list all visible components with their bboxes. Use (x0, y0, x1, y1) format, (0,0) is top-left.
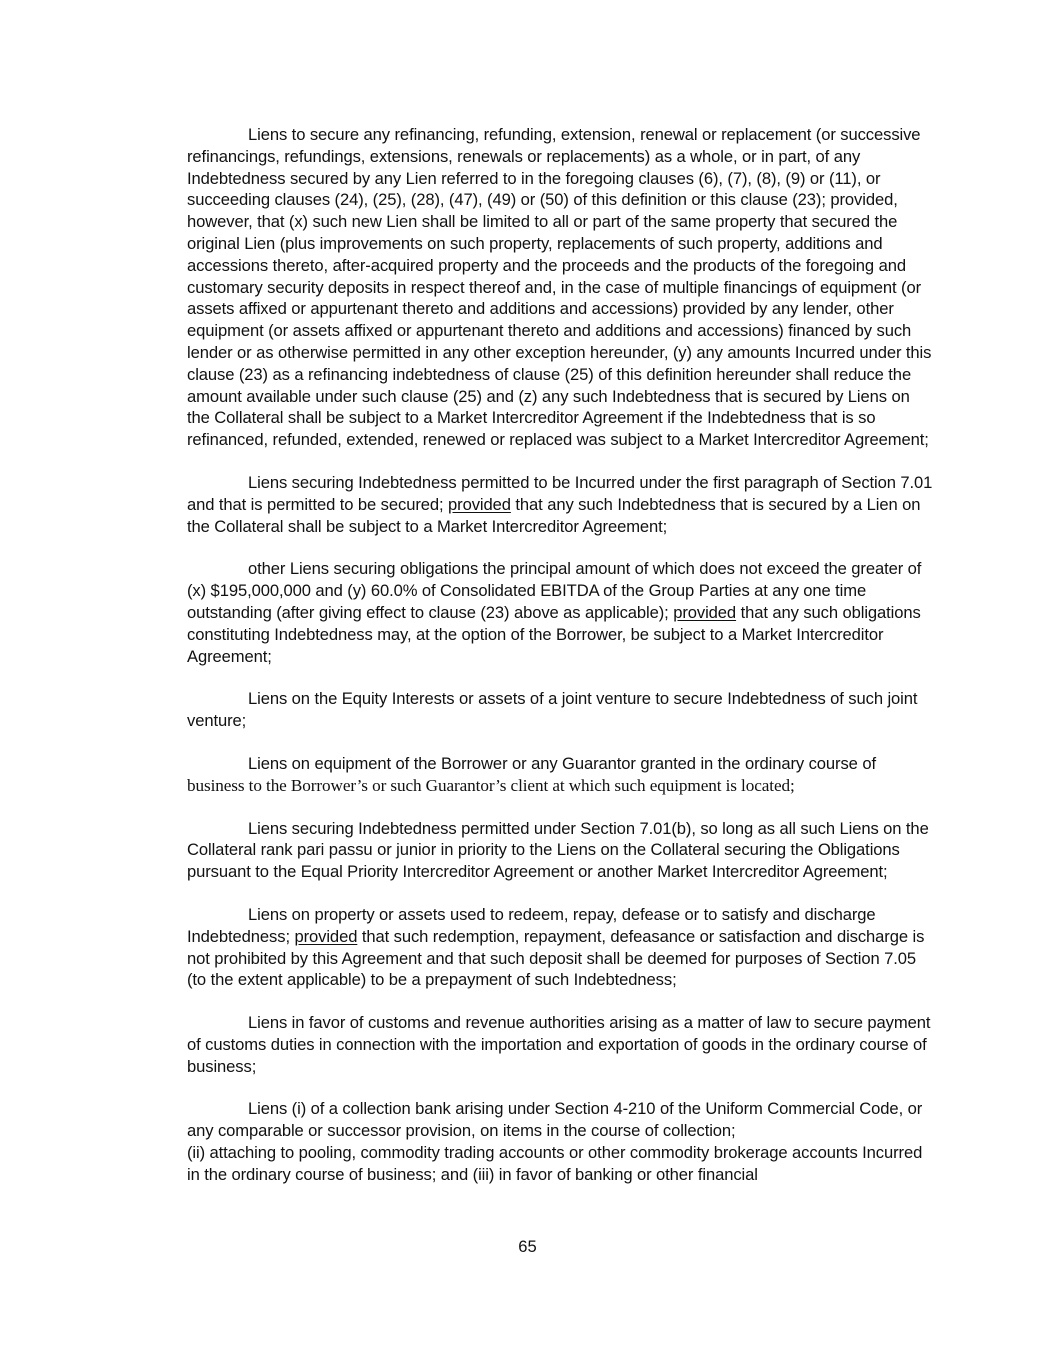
page-body (187, 124, 933, 1207)
paragraph-text: other Liens securing obligations the principal amount of which does not exceed the greater of (x) $195,000,000 and (y) 60.0% of Consolidated EBITDA of the Group Parties at any one time outstanding (after giving effect to clause (23) above as applicable); (187, 559, 922, 622)
page-number: 65 (518, 1237, 537, 1256)
paragraph-text: Liens on property or assets used to redeem, repay, defease or to satisfy and discharge Indebtedness; (187, 904, 876, 946)
paragraph-liens-first-paragraph-7-01 (187, 472, 933, 537)
paragraph-text: that any such obligations constituting Indebtedness may, at the option of the Borrower, be subject to a Market Intercreditor Agreement; (187, 602, 921, 666)
paragraph-text-continued: (ii) attaching to pooling, commodity trading accounts or other commodity brokerage accounts Incurred in the ordinary course of business; and (iii) in favor of banking or other financial (187, 1143, 923, 1184)
paragraph-other-liens (187, 558, 933, 667)
paragraph-customs: Liens in favor of customs and revenue authorities arising as a matter of law to secure payment of customs duties in connection with the importation and exportation of goods in the ordinary course of business; (187, 1013, 931, 1076)
provided-underlined: provided (448, 494, 511, 514)
provided-underlined: provided (294, 926, 358, 946)
paragraph-text: that such redemption, repayment, defeasance or satisfaction and discharge is not prohibited by this Agreement and that such deposit shall be deemed for purposes of Section 7.05 (to the extent applicable) to be a prepayment of such Indebtedness; (187, 926, 925, 990)
paragraph-text: Liens on equipment of the Borrower or any Guarantor granted in the ordinary course of (248, 753, 876, 773)
paragraph-text: that any such Indebtedness that is secured by a Lien on the Collateral shall be subject to a Market Intercreditor Agreement; (187, 494, 921, 536)
paragraph-joint-venture: Liens on the Equity Interests or assets of a joint venture to secure Indebtedness of such joint venture; (187, 689, 918, 731)
paragraph-section-7-01b: Liens securing Indebtedness permitted under Section 7.01(b), so long as all such Liens on the Collateral rank pari passu or junior in priority to the Liens on the Collateral securing the Obligations pursuant to the Equal Priority Intercreditor Agreement or another Market Intercreditor Agreement; (187, 818, 929, 882)
paragraph-collection-bank (187, 1098, 933, 1185)
provided-underlined: provided (673, 602, 737, 622)
paragraph-equipment (187, 753, 933, 797)
paragraph-text: Liens (i) of a collection bank arising under Section 4-210 of the Uniform Commercial Code, or any comparable or successor provision, on items in the course of collection; (187, 1099, 923, 1141)
paragraph-text-serif: business to the Borrower’s or such Guarantor’s client at which such equipment is located; (187, 775, 795, 795)
paragraph-text: Liens securing Indebtedness permitted to be Incurred under the first paragraph of Section 7.01 and that is permitted to be secured; (187, 472, 933, 514)
paragraph-redeem-repay (187, 904, 933, 991)
paragraph-liens-refinancing: Liens to secure any refinancing, refunding, extension, renewal or replacement (or successive refinancings, refundings, extensions, renewals or replacements) as a whole, or in part, of any Indebtedness secured by any Lien referred to in the foregoing clauses (6), (7), (8), (9) or (11), or succeeding clauses (24), (25), (28), (47), (49) or (50) of this definition or this clause (23); provided, however, that (x) such new Lien shall be limited to all or part of the same property that secured the original Lien (plus improvements on such property, replacements of such property, additions and accessions thereto, after-acquired property and the proceeds and the products of the foregoing and customary security deposits in respect thereof and, in the case of multiple financings of equipment (or assets affixed or appurtenant thereto and additions and accessions) provided by any lender, other equipment (or assets affixed or appurtenant thereto and additions and accessions) financed by such lender or as otherwise permitted in any other exception hereunder, (y) any amounts Incurred under this clause (23) as a refinancing indebtedness of clause (25) of this definition hereunder shall reduce the amount available under such clause (25) and (z) any such Indebtedness that is secured by Liens on the Collateral shall be subject to a Market Intercreditor Agreement if the Indebtedness that is so refinanced, refunded, extended, renewed or replaced was subject to a Market Intercreditor Agreement; (187, 125, 932, 450)
